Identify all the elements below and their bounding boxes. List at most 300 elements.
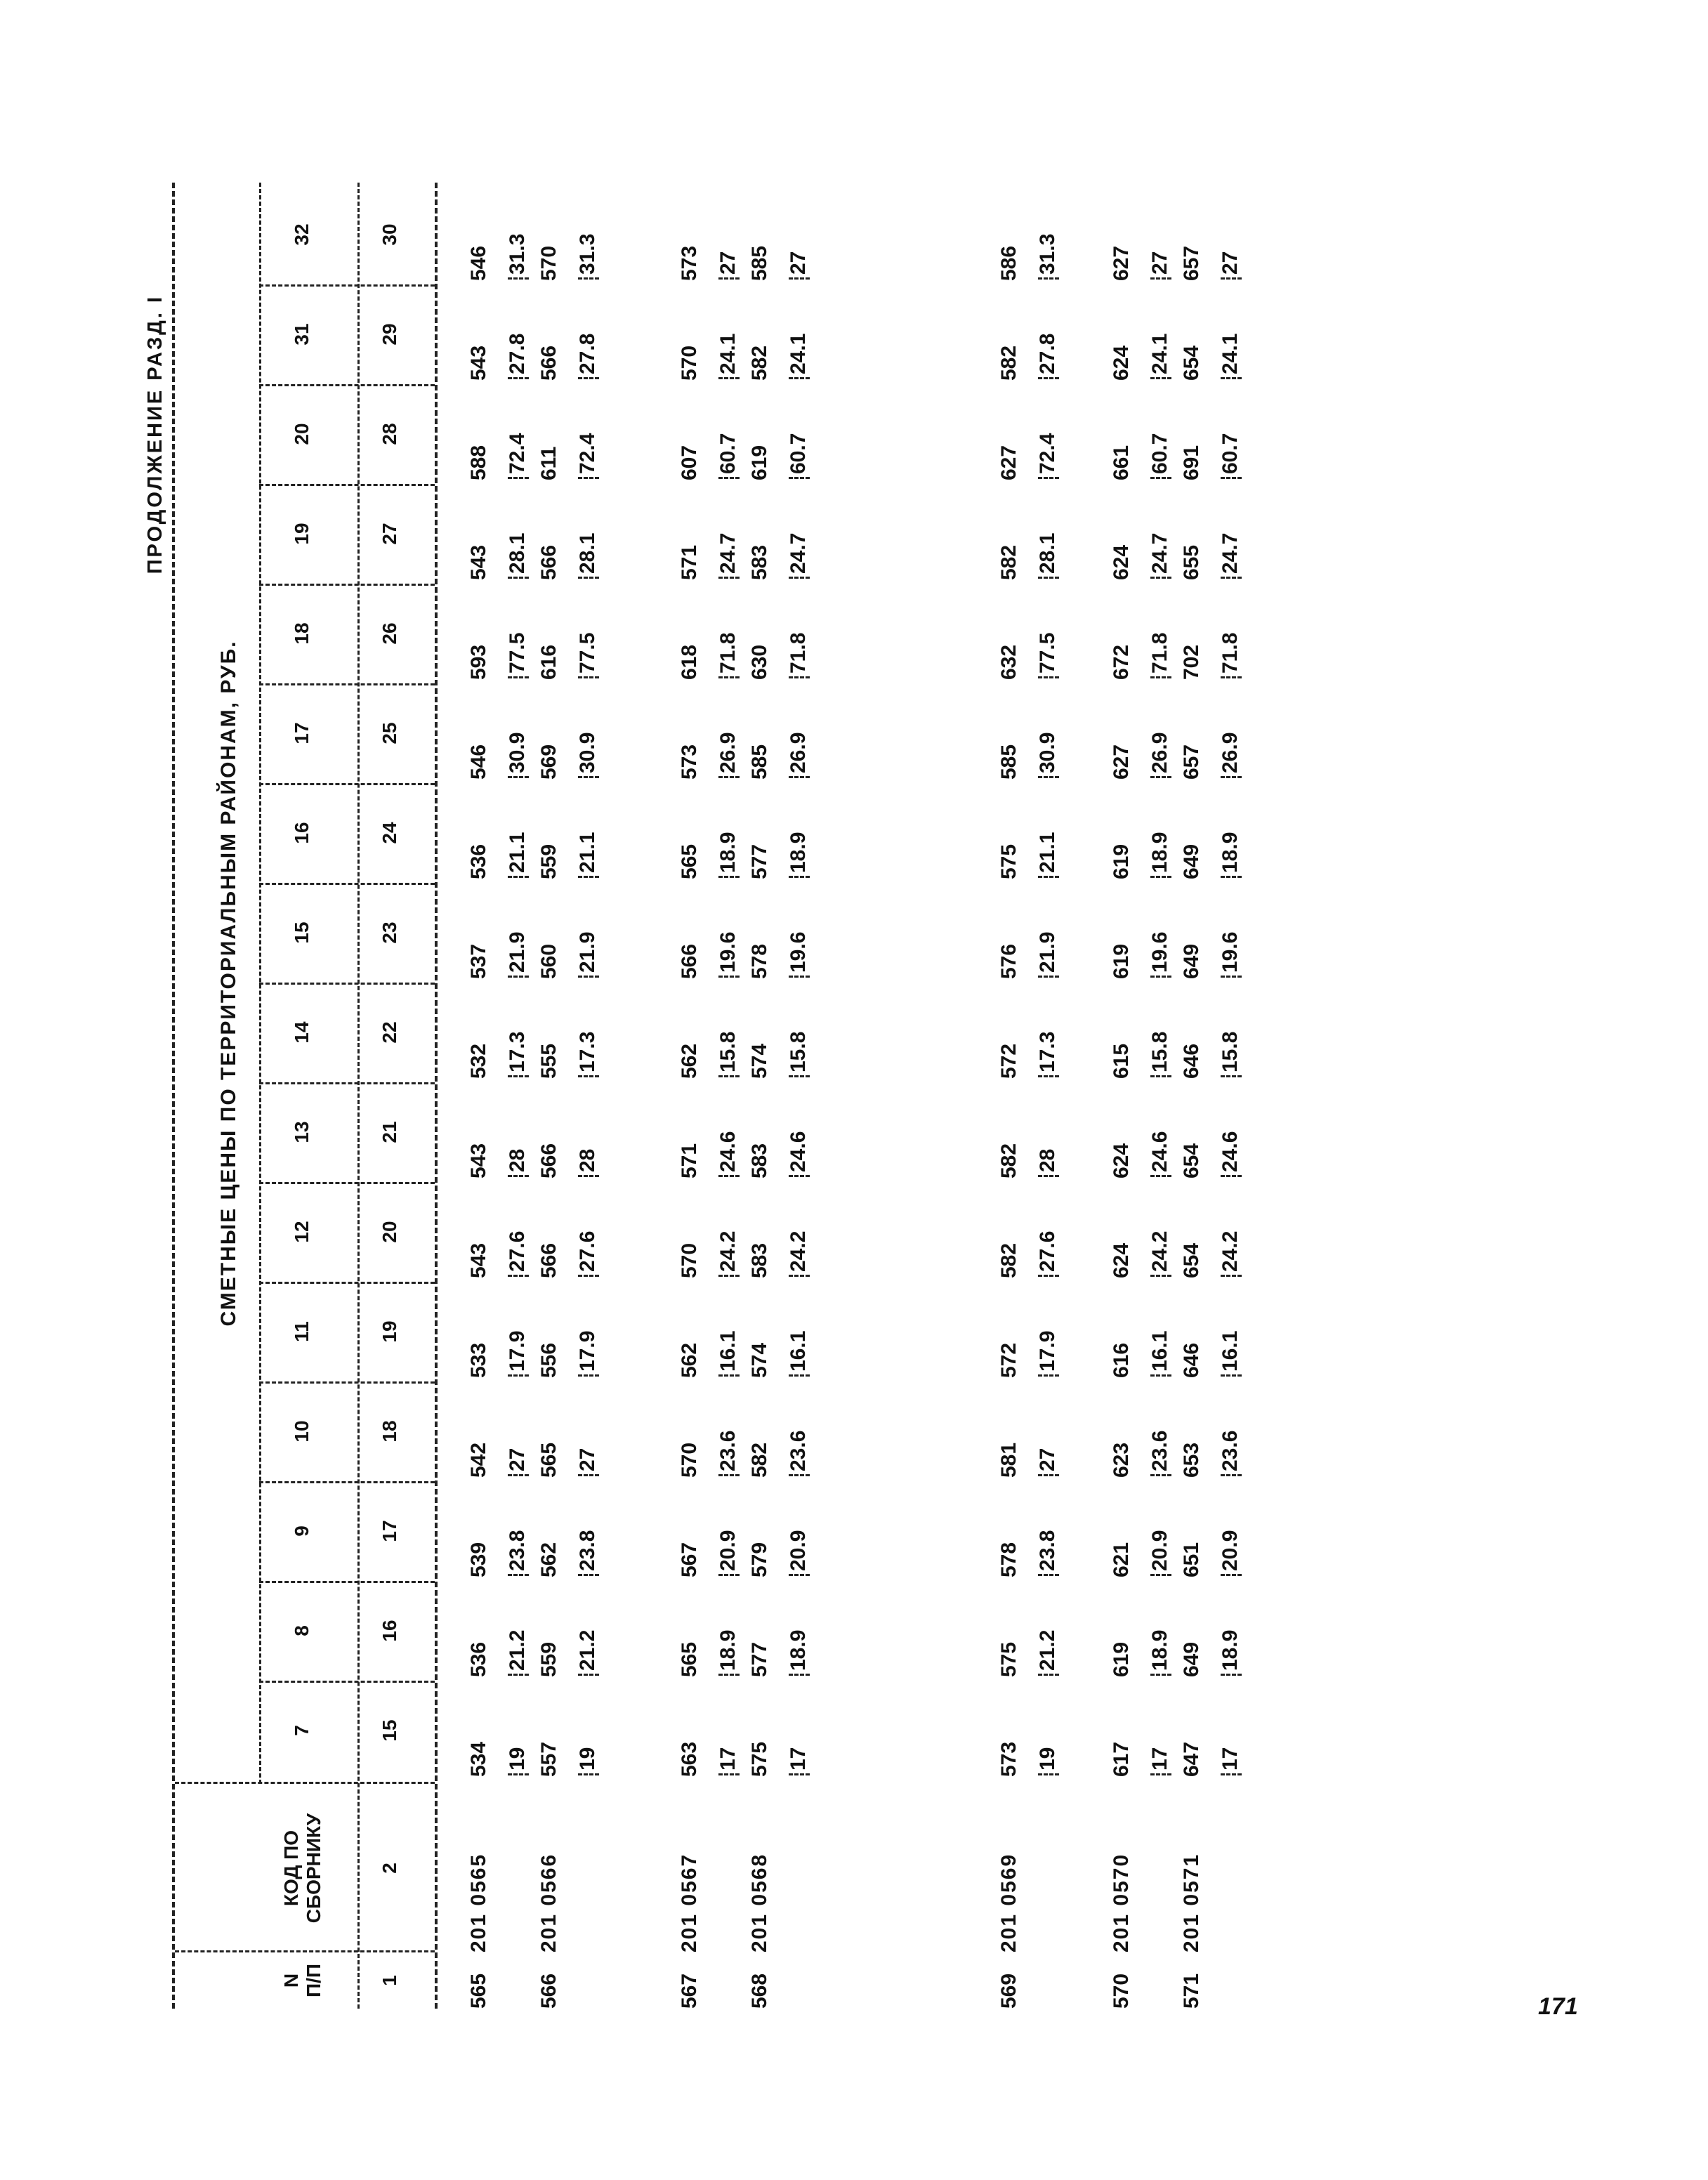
price-value: 563 <box>678 1741 701 1777</box>
price-value: 578 <box>748 943 771 979</box>
price-value: 30.9 <box>576 732 599 773</box>
price-value: 24.2 <box>716 1230 740 1272</box>
price-value: 627 <box>1110 245 1133 281</box>
row-code: 201 0567 <box>678 1853 701 1952</box>
price-cell <box>748 382 772 480</box>
fraction-separator <box>508 1674 529 1676</box>
price-cell <box>678 1679 702 1777</box>
price-cell <box>748 282 772 381</box>
price-value: 570 <box>678 345 701 381</box>
price-cell <box>997 881 1021 979</box>
price-value: 21.9 <box>506 931 529 973</box>
column-divider <box>259 484 435 486</box>
fraction-separator <box>508 876 529 878</box>
price-value: 26.9 <box>1148 732 1171 773</box>
fraction-separator <box>578 976 599 978</box>
price-cell <box>748 681 772 780</box>
price-cell <box>678 183 702 281</box>
price-cell <box>576 382 600 480</box>
header-rule <box>357 183 360 2009</box>
price-value: 30.9 <box>1036 732 1059 773</box>
price-cell <box>997 1080 1021 1178</box>
column-divider <box>259 883 435 885</box>
price-cell <box>787 1579 810 1677</box>
price-cell <box>537 1180 561 1278</box>
price-cell <box>716 282 740 381</box>
price-cell <box>1110 282 1134 381</box>
column-index-1: 1 <box>379 1975 400 1986</box>
fraction-separator <box>1038 1773 1059 1775</box>
price-cell <box>787 1479 810 1577</box>
price-cell <box>506 1679 530 1777</box>
price-value: 559 <box>537 843 560 879</box>
price-cell <box>1180 1379 1204 1478</box>
fraction-separator <box>508 577 529 579</box>
row-number: 567 <box>678 1973 701 2009</box>
price-cell <box>506 1479 530 1577</box>
price-value: 23.8 <box>1036 1530 1059 1571</box>
price-value: 543 <box>467 345 490 381</box>
price-value: 24.7 <box>716 532 740 574</box>
price-cell <box>537 1379 561 1478</box>
price-cell <box>1180 183 1204 281</box>
fraction-separator <box>508 1374 529 1377</box>
price-value: 585 <box>997 744 1020 780</box>
price-cell <box>997 980 1021 1079</box>
price-cell <box>787 183 810 281</box>
price-cell <box>1036 681 1060 780</box>
price-cell <box>1148 881 1172 979</box>
price-value: 24.6 <box>787 1131 810 1172</box>
price-value: 24.1 <box>787 333 810 374</box>
fraction-separator <box>578 577 599 579</box>
price-value: 543 <box>467 544 490 580</box>
price-value: 619 <box>1110 843 1133 879</box>
column-divider <box>259 584 435 586</box>
price-cell <box>1180 1479 1204 1577</box>
row-number: 568 <box>748 1973 771 2009</box>
fraction-separator <box>789 1674 810 1676</box>
fraction-separator <box>1038 1374 1059 1377</box>
fraction-separator <box>508 1075 529 1077</box>
price-cell <box>1148 1479 1172 1577</box>
price-cell <box>467 1180 491 1278</box>
price-value: 16.1 <box>716 1330 740 1372</box>
price-cell <box>748 1280 772 1378</box>
price-cell <box>576 881 600 979</box>
price-value: 571 <box>678 1143 701 1178</box>
price-cell <box>997 1379 1021 1478</box>
price-cell <box>1148 1280 1172 1378</box>
price-value: 21.2 <box>1036 1629 1059 1671</box>
price-cell <box>787 681 810 780</box>
fraction-separator <box>1038 1175 1059 1177</box>
price-value: 15.8 <box>1148 1031 1171 1072</box>
price-value: 569 <box>537 744 560 780</box>
price-value: 653 <box>1180 1442 1203 1478</box>
fraction-separator <box>1150 1773 1171 1775</box>
price-value: 28.1 <box>576 532 599 574</box>
price-cell <box>997 582 1021 680</box>
price-value: 17 <box>1148 1747 1171 1771</box>
price-cell <box>1036 582 1060 680</box>
price-cell <box>678 881 702 979</box>
price-cell <box>1148 1579 1172 1677</box>
price-value: 18.9 <box>1218 1629 1242 1671</box>
price-cell <box>506 183 530 281</box>
column-divider <box>259 1481 435 1483</box>
price-cell <box>537 482 561 580</box>
price-value: 21.1 <box>1036 832 1059 873</box>
price-value: 31.3 <box>506 233 529 275</box>
fraction-separator <box>718 876 740 878</box>
fraction-separator <box>1221 876 1242 878</box>
price-cell <box>997 382 1021 480</box>
fraction-separator <box>1038 1574 1059 1576</box>
fraction-separator <box>1150 277 1171 280</box>
price-value: 15.8 <box>787 1031 810 1072</box>
price-cell <box>1218 582 1242 680</box>
price-value: 539 <box>467 1542 490 1577</box>
price-cell <box>997 681 1021 780</box>
price-value: 536 <box>467 843 490 879</box>
fraction-separator <box>1150 776 1171 778</box>
price-value: 647 <box>1180 1741 1203 1777</box>
column-number: 18 <box>379 1420 400 1443</box>
fraction-separator <box>508 477 529 479</box>
price-cell <box>1036 781 1060 879</box>
price-cell <box>576 681 600 780</box>
fraction-separator <box>1150 377 1171 379</box>
price-cell <box>716 781 740 879</box>
price-value: 566 <box>537 544 560 580</box>
price-cell <box>576 1579 600 1677</box>
price-cell <box>716 1679 740 1777</box>
region-number: 8 <box>291 1625 313 1636</box>
price-value: 611 <box>537 446 560 480</box>
price-value: 77.5 <box>1036 632 1059 674</box>
price-value: 24.2 <box>1148 1230 1171 1272</box>
column-number: 15 <box>379 1719 400 1742</box>
price-value: 654 <box>1180 345 1203 381</box>
price-value: 619 <box>1110 943 1133 979</box>
price-value: 28 <box>1036 1148 1059 1172</box>
price-value: 26.9 <box>716 732 740 773</box>
price-cell <box>1180 282 1204 381</box>
price-cell <box>537 1080 561 1178</box>
price-value: 565 <box>678 1641 701 1677</box>
price-value: 21.9 <box>1036 931 1059 973</box>
price-value: 27 <box>1148 251 1171 275</box>
column-number: 16 <box>379 1620 400 1642</box>
price-value: 18.9 <box>716 1629 740 1671</box>
price-value: 632 <box>997 644 1020 680</box>
price-value: 17.9 <box>1036 1330 1059 1372</box>
price-value: 19.6 <box>716 931 740 973</box>
price-cell <box>506 282 530 381</box>
fraction-separator <box>789 1374 810 1377</box>
price-value: 31.3 <box>576 233 599 275</box>
fraction-separator <box>718 1574 740 1576</box>
price-cell <box>1110 482 1134 580</box>
fraction-separator <box>1150 1275 1171 1277</box>
region-number: 12 <box>291 1221 313 1243</box>
price-value: 24.1 <box>1148 333 1171 374</box>
price-value: 24.7 <box>1218 532 1242 574</box>
price-cell <box>787 1180 810 1278</box>
fraction-separator <box>1221 1474 1242 1476</box>
fraction-separator <box>718 1175 740 1177</box>
fraction-separator <box>718 1773 740 1775</box>
price-cell <box>1036 1180 1060 1278</box>
price-cell <box>1110 881 1134 979</box>
price-value: 27 <box>1036 1447 1059 1471</box>
price-value: 582 <box>748 1442 771 1478</box>
price-cell <box>1218 881 1242 979</box>
price-cell <box>1180 1080 1204 1178</box>
price-value: 566 <box>678 943 701 979</box>
rotated-table <box>144 183 1708 2009</box>
price-cell <box>1180 482 1204 580</box>
price-value: 18.9 <box>787 1629 810 1671</box>
price-value: 60.7 <box>1148 433 1171 474</box>
table-header <box>172 183 438 2009</box>
price-value: 565 <box>678 843 701 879</box>
price-cell <box>467 781 491 879</box>
column-number: 19 <box>379 1320 400 1343</box>
fraction-separator <box>578 1773 599 1775</box>
price-value: 575 <box>997 843 1020 879</box>
price-cell <box>787 1379 810 1478</box>
price-cell <box>537 1579 561 1677</box>
price-cell <box>1148 781 1172 879</box>
price-cell <box>506 1180 530 1278</box>
fraction-separator <box>1221 1374 1242 1377</box>
fraction-separator <box>1038 1474 1059 1476</box>
price-value: 17 <box>787 1747 810 1771</box>
price-value: 24.1 <box>716 333 740 374</box>
price-cell <box>537 1280 561 1378</box>
fraction-separator <box>1150 976 1171 978</box>
price-cell <box>1148 681 1172 780</box>
row-code: 201 0565 <box>467 1853 490 1952</box>
price-cell <box>576 980 600 1079</box>
price-cell <box>1148 183 1172 281</box>
fraction-separator <box>578 1374 599 1377</box>
price-cell <box>537 681 561 780</box>
price-cell <box>1218 781 1242 879</box>
price-cell <box>716 681 740 780</box>
fraction-separator <box>1221 377 1242 379</box>
price-value: 582 <box>748 345 771 381</box>
price-value: 19 <box>1036 1747 1059 1771</box>
price-value: 578 <box>997 1542 1020 1577</box>
price-cell <box>787 1080 810 1178</box>
price-cell <box>997 1679 1021 1777</box>
column-divider <box>259 284 435 287</box>
price-cell <box>1036 1280 1060 1378</box>
price-value: 543 <box>467 1143 490 1178</box>
fraction-separator <box>1150 1374 1171 1377</box>
price-cell <box>506 681 530 780</box>
fraction-separator <box>718 277 740 280</box>
price-value: 582 <box>997 1143 1020 1178</box>
price-cell <box>748 1080 772 1178</box>
price-cell <box>748 1180 772 1278</box>
price-cell <box>716 1180 740 1278</box>
price-value: 624 <box>1110 1242 1133 1278</box>
fraction-separator <box>789 776 810 778</box>
price-value: 546 <box>467 245 490 281</box>
price-cell <box>678 482 702 580</box>
fraction-separator <box>1221 1075 1242 1077</box>
column-number: 28 <box>379 423 400 445</box>
fraction-separator <box>578 377 599 379</box>
column-divider <box>259 683 435 685</box>
fraction-separator <box>789 1275 810 1277</box>
price-cell <box>537 382 561 480</box>
price-value: 26.9 <box>787 732 810 773</box>
column-number: 23 <box>379 921 400 944</box>
price-value: 566 <box>537 1242 560 1278</box>
column-number: 30 <box>379 223 400 246</box>
price-value: 566 <box>537 1143 560 1178</box>
price-value: 18.9 <box>1148 1629 1171 1671</box>
price-value: 574 <box>748 1043 771 1079</box>
price-value: 585 <box>748 245 771 281</box>
price-value: 621 <box>1110 1542 1133 1577</box>
price-value: 575 <box>748 1741 771 1777</box>
price-cell <box>678 1180 702 1278</box>
price-value: 573 <box>678 245 701 281</box>
fraction-separator <box>578 776 599 778</box>
price-cell <box>576 781 600 879</box>
price-cell <box>678 382 702 480</box>
fraction-separator <box>578 876 599 878</box>
price-value: 19.6 <box>787 931 810 973</box>
price-cell <box>467 1679 491 1777</box>
fraction-separator <box>508 1773 529 1775</box>
price-value: 21.9 <box>576 931 599 973</box>
price-value: 27 <box>506 1447 529 1471</box>
price-value: 18.9 <box>1148 832 1171 873</box>
price-cell <box>1036 1479 1060 1577</box>
price-cell <box>716 482 740 580</box>
price-cell <box>467 183 491 281</box>
price-cell <box>1036 1080 1060 1178</box>
price-cell <box>1110 1679 1134 1777</box>
price-cell <box>716 980 740 1079</box>
fraction-separator <box>1038 1075 1059 1077</box>
price-value: 616 <box>537 644 560 680</box>
fraction-separator <box>718 1075 740 1077</box>
price-value: 651 <box>1180 1542 1203 1577</box>
price-cell <box>1180 382 1204 480</box>
price-cell <box>1036 482 1060 580</box>
price-cell <box>1180 681 1204 780</box>
price-value: 583 <box>748 1143 771 1178</box>
fraction-separator <box>1150 876 1171 878</box>
price-cell <box>1218 980 1242 1079</box>
price-value: 28 <box>506 1148 529 1172</box>
price-value: 579 <box>748 1542 771 1577</box>
column-divider <box>259 1581 435 1583</box>
price-cell <box>537 881 561 979</box>
fraction-separator <box>1150 1075 1171 1077</box>
column-index-2: 2 <box>379 1863 400 1874</box>
price-value: 71.8 <box>787 632 810 674</box>
price-cell <box>1218 681 1242 780</box>
price-cell <box>716 1280 740 1378</box>
fraction-separator <box>789 1175 810 1177</box>
price-value: 72.4 <box>1036 433 1059 474</box>
price-cell <box>576 282 600 381</box>
price-cell <box>1218 482 1242 580</box>
price-cell <box>506 482 530 580</box>
price-value: 559 <box>537 1641 560 1677</box>
price-value: 24.2 <box>1218 1230 1242 1272</box>
price-value: 567 <box>678 1542 701 1577</box>
price-cell <box>1036 881 1060 979</box>
fraction-separator <box>789 1474 810 1476</box>
price-cell <box>1148 282 1172 381</box>
fraction-separator <box>1038 1275 1059 1277</box>
price-value: 576 <box>997 943 1020 979</box>
row-code: 201 0568 <box>748 1853 771 1952</box>
price-value: 672 <box>1110 644 1133 680</box>
price-value: 562 <box>678 1043 701 1079</box>
price-value: 27.8 <box>576 333 599 374</box>
price-cell <box>467 482 491 580</box>
price-cell <box>1036 382 1060 480</box>
price-cell <box>678 1379 702 1478</box>
price-value: 23.6 <box>1218 1430 1242 1471</box>
price-value: 585 <box>748 744 771 780</box>
price-cell <box>1180 1579 1204 1677</box>
price-cell <box>1218 1080 1242 1178</box>
fraction-separator <box>718 1374 740 1377</box>
fraction-separator <box>578 277 599 280</box>
row-code: 201 0571 <box>1180 1853 1203 1952</box>
price-cell <box>716 1379 740 1478</box>
price-cell <box>748 1679 772 1777</box>
price-value: 23.6 <box>1148 1430 1171 1471</box>
price-value: 60.7 <box>1218 433 1242 474</box>
column-number: 27 <box>379 523 400 545</box>
price-cell <box>748 881 772 979</box>
price-cell <box>787 781 810 879</box>
price-cell <box>1148 1080 1172 1178</box>
price-value: 17.9 <box>576 1330 599 1372</box>
price-cell <box>1036 1379 1060 1478</box>
price-value: 624 <box>1110 345 1133 381</box>
price-value: 577 <box>748 1641 771 1677</box>
fraction-separator <box>1221 1674 1242 1676</box>
price-value: 571 <box>678 544 701 580</box>
price-value: 562 <box>678 1342 701 1378</box>
price-cell <box>1110 1379 1134 1478</box>
fraction-separator <box>1038 277 1059 280</box>
price-value: 30.9 <box>506 732 529 773</box>
column-divider <box>259 1082 435 1084</box>
price-value: 702 <box>1180 644 1203 680</box>
column-number: 29 <box>379 323 400 346</box>
price-value: 582 <box>997 345 1020 381</box>
price-cell <box>997 1479 1021 1577</box>
fraction-separator <box>789 676 810 678</box>
price-value: 691 <box>1180 445 1203 480</box>
price-cell <box>997 482 1021 580</box>
